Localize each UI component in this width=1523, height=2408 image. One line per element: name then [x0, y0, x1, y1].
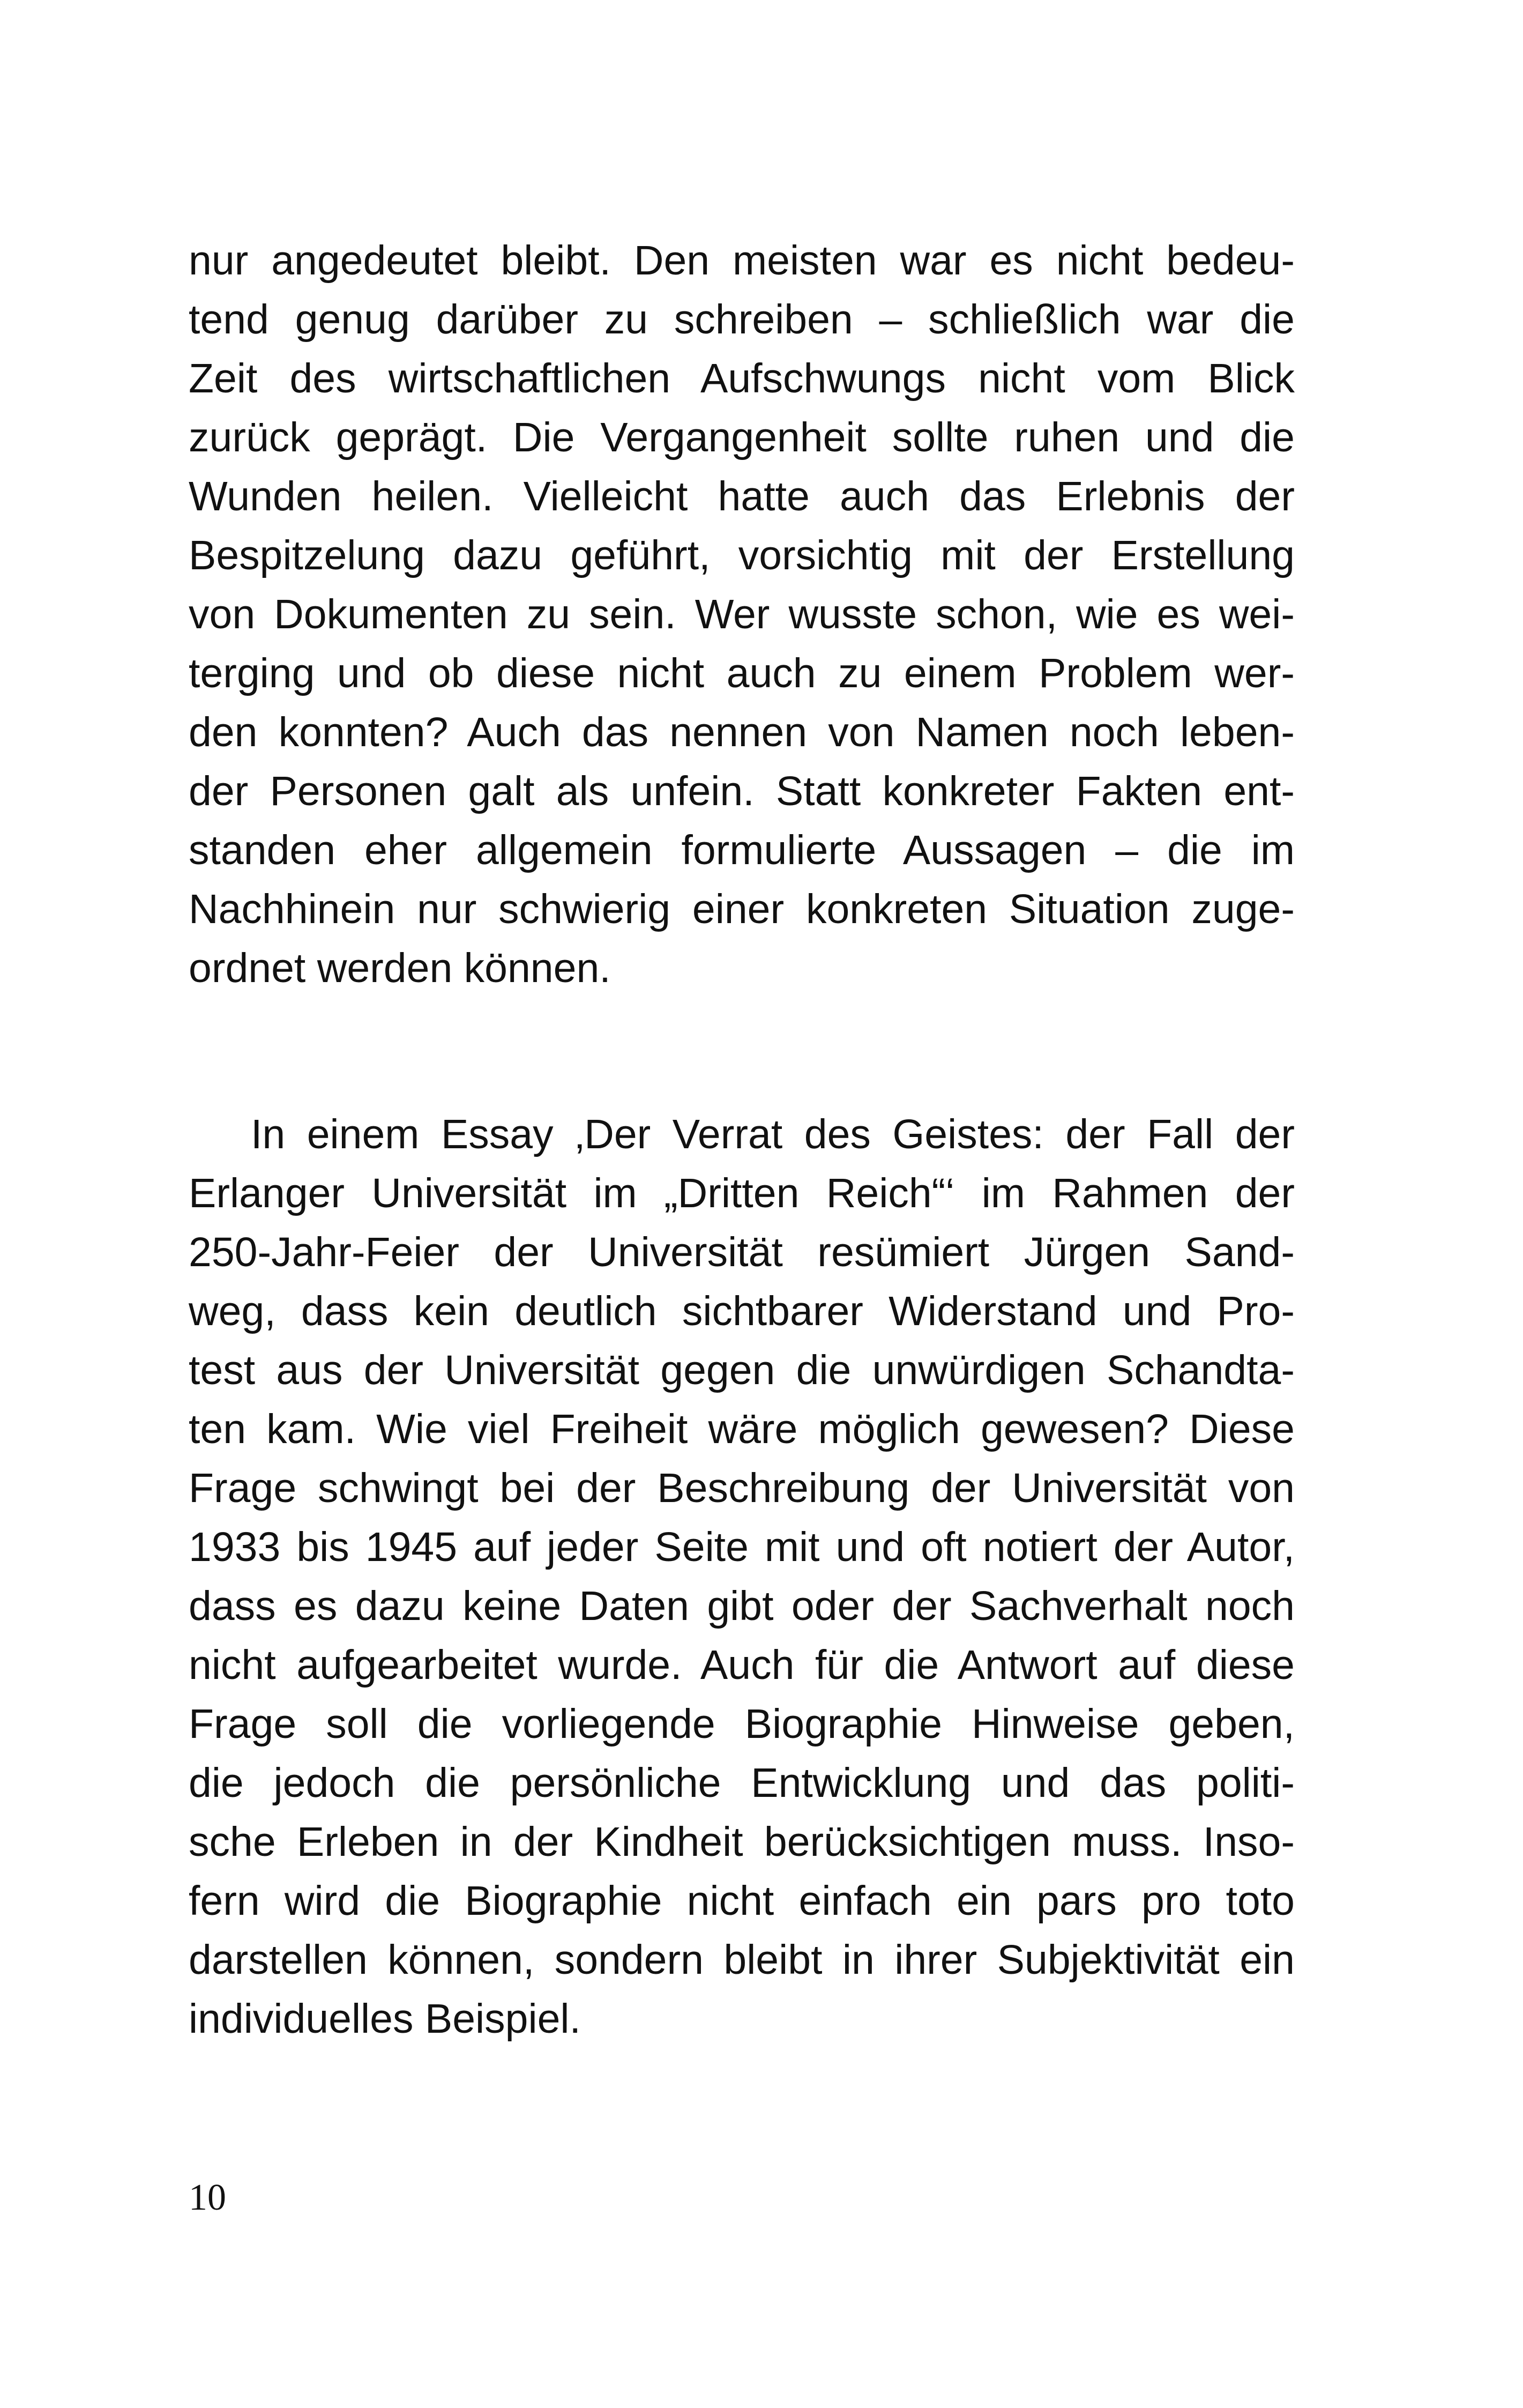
paragraph-line: den konnten? Auch das nennen von Namen noch leben-: [189, 709, 1295, 755]
paragraph-line: die jedoch die persönliche Entwicklung und das politi-: [189, 1760, 1295, 1806]
paragraph-2: [189, 1105, 1295, 2048]
paragraph-line: individuelles Beispiel.: [189, 1996, 581, 2042]
paragraph-line: terging und ob diese nicht auch zu einem Problem wer-: [189, 650, 1295, 696]
paragraph-line: standen eher allgemein formulierte Aussagen – die im: [189, 827, 1295, 873]
paragraph-line: Frage schwingt bei der Beschreibung der Universität von: [189, 1465, 1295, 1511]
paragraph-line: Bespitzelung dazu geführt, vorsichtig mit der Erstellung: [189, 532, 1295, 578]
paragraph-1: [189, 231, 1295, 998]
paragraph-line: sche Erleben in der Kindheit berücksichtigen muss. Inso-: [189, 1819, 1295, 1865]
paragraph-line: nur angedeutet bleibt. Den meisten war es nicht bedeu-: [189, 237, 1295, 284]
paragraph-line: Wunden heilen. Vielleicht hatte auch das Erlebnis der: [189, 473, 1295, 519]
paragraph-line: Frage soll die vorliegende Biographie Hinweise geben,: [189, 1701, 1295, 1747]
paragraph-line: test aus der Universität gegen die unwürdigen Schandta-: [189, 1347, 1295, 1393]
paragraph-line: der Personen galt als unfein. Statt konkreter Fakten ent-: [189, 768, 1295, 814]
paragraph-line: In einem Essay ‚Der Verrat des Geistes: der Fall der: [251, 1111, 1295, 1157]
paragraph-line: tend genug darüber zu schreiben – schließlich war die: [189, 296, 1295, 343]
paragraph-line: von Dokumenten zu sein. Wer wusste schon, wie es wei-: [189, 591, 1295, 637]
paragraph-line: ordnet werden können.: [189, 945, 611, 991]
paragraph-line: Erlanger Universität im „Dritten Reich“‘ im Rahmen der: [189, 1170, 1295, 1216]
paragraph-line: fern wird die Biographie nicht einfach ein pars pro toto: [189, 1878, 1295, 1924]
paragraph-line: Nachhinein nur schwierig einer konkreten Situation zuge-: [189, 886, 1295, 932]
paragraph-line: darstellen können, sondern bleibt in ihrer Subjektivität ein: [189, 1937, 1295, 1983]
paragraph-line: ten kam. Wie viel Freiheit wäre möglich gewesen? Diese: [189, 1406, 1295, 1452]
paragraph-line: Zeit des wirtschaftlichen Aufschwungs nicht vom Blick: [189, 355, 1295, 402]
paragraph-line: zurück geprägt. Die Vergangenheit sollte ruhen und die: [189, 414, 1295, 460]
page-number: 10: [189, 2177, 226, 2218]
paragraph-line: 250-Jahr-Feier der Universität resümiert Jürgen Sand-: [189, 1229, 1295, 1275]
paragraph-line: nicht aufgearbeitet wurde. Auch für die Antwort auf diese: [189, 1642, 1295, 1688]
paragraph-line: dass es dazu keine Daten gibt oder der Sachverhalt noch: [189, 1583, 1295, 1629]
paragraph-line: 1933 bis 1945 auf jeder Seite mit und oft notiert der Autor,: [189, 1524, 1295, 1570]
paragraph-line: weg, dass kein deutlich sichtbarer Widerstand und Pro-: [189, 1288, 1295, 1334]
